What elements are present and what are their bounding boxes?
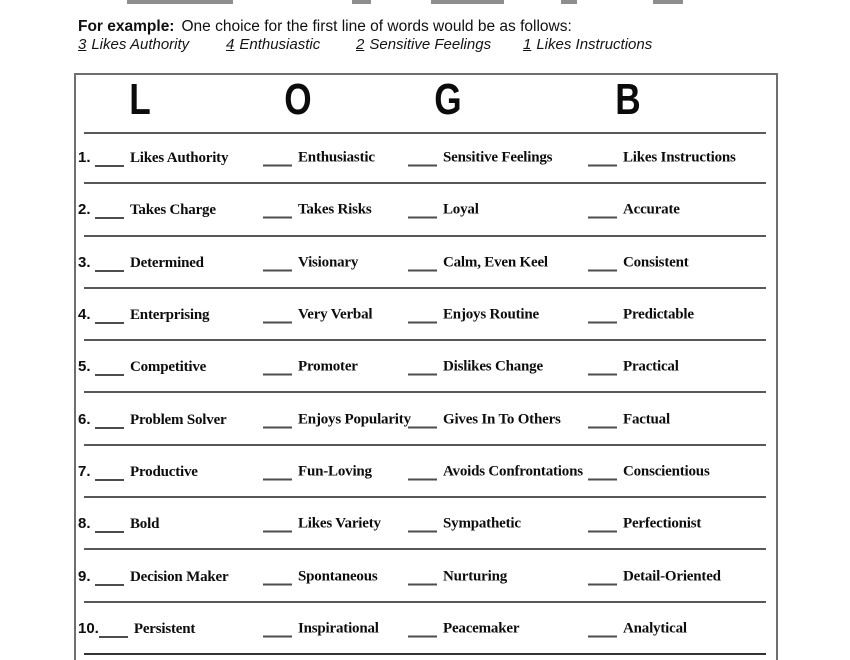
word-label: Sensitive Feelings [443, 149, 553, 166]
word-row-2 [76, 184, 776, 236]
example-choice-number: 2 [356, 36, 365, 53]
cutoff-text-artifact [653, 0, 683, 4]
example-choice-4 [523, 36, 652, 53]
answer-blank[interactable] [588, 257, 617, 271]
word-row-4 [76, 289, 776, 341]
row-number: 2. [78, 201, 91, 219]
word-label: Analytical [623, 620, 687, 637]
word-label: Very Verbal [298, 306, 373, 323]
word-label: Bold [130, 516, 160, 533]
row-number: 7. [78, 462, 91, 480]
row-number: 5. [78, 358, 91, 376]
answer-blank[interactable] [588, 310, 617, 324]
word-label: Enthusiastic [298, 149, 375, 166]
answer-blank[interactable] [588, 362, 617, 376]
row-number: 8. [78, 515, 91, 533]
example-choice-3 [356, 36, 491, 53]
word-label: Sympathetic [443, 515, 521, 532]
answer-blank[interactable] [588, 205, 617, 219]
answer-blank[interactable] [95, 153, 124, 167]
example-choice-word: Likes Instructions [536, 36, 653, 53]
word-label: Calm, Even Keel [443, 254, 548, 271]
word-label: Nurturing [443, 568, 508, 585]
grid-header-row [76, 75, 776, 132]
cutoff-text-artifact [352, 0, 371, 4]
answer-blank[interactable] [263, 153, 292, 167]
word-label: Takes Charge [130, 202, 216, 219]
answer-blank[interactable] [408, 153, 437, 167]
word-grid [74, 73, 778, 660]
answer-blank[interactable] [588, 414, 617, 428]
word-label: Likes Instructions [623, 149, 736, 166]
word-label: Determined [130, 254, 204, 271]
word-row-3 [76, 237, 776, 289]
word-label: Dislikes Change [443, 358, 543, 375]
word-label: Promoter [298, 358, 358, 375]
answer-blank[interactable] [263, 310, 292, 324]
word-label: Enterprising [130, 307, 210, 324]
example-choice-1 [78, 36, 189, 53]
answer-blank[interactable] [408, 519, 437, 533]
word-label: Peacemaker [443, 620, 520, 637]
example-label: For example: [78, 18, 175, 35]
example-instruction [78, 18, 572, 36]
column-header-O: O [284, 75, 312, 124]
answer-blank[interactable] [408, 466, 437, 480]
word-label: Predictable [623, 306, 694, 323]
word-label: Competitive [130, 359, 207, 376]
answer-blank[interactable] [408, 571, 437, 585]
answer-blank[interactable] [263, 571, 292, 585]
answer-blank[interactable] [588, 519, 617, 533]
word-label: Loyal [443, 201, 479, 218]
answer-blank[interactable] [95, 310, 124, 324]
example-choice-number: 1 [523, 36, 532, 53]
answer-blank[interactable] [95, 467, 124, 481]
answer-blank[interactable] [99, 624, 128, 638]
answer-blank[interactable] [263, 205, 292, 219]
cutoff-text-artifact [561, 0, 577, 4]
column-header-B: B [615, 75, 641, 124]
row-number: 9. [78, 567, 91, 585]
word-label: Enjoys Routine [443, 306, 539, 323]
word-label: Avoids Confrontations [443, 463, 583, 480]
example-text: One choice for the first line of words would be as follows: [181, 18, 572, 35]
word-label: Perfectionist [623, 515, 702, 532]
example-choice-number: 4 [226, 36, 235, 53]
word-row-7 [76, 446, 776, 498]
row-number: 4. [78, 306, 91, 324]
word-label: Likes Variety [298, 515, 381, 532]
word-label: Visionary [298, 254, 359, 271]
answer-blank[interactable] [408, 362, 437, 376]
word-row-9 [76, 550, 776, 602]
answer-blank[interactable] [588, 153, 617, 167]
row-number: 6. [78, 410, 91, 428]
word-label: Gives In To Others [443, 411, 561, 428]
word-row-5 [76, 341, 776, 393]
word-rows [76, 132, 776, 655]
answer-blank[interactable] [95, 415, 124, 429]
example-choice-2 [226, 36, 320, 53]
answer-blank[interactable] [408, 623, 437, 637]
word-label: Decision Maker [130, 568, 229, 585]
answer-blank[interactable] [408, 414, 437, 428]
word-label: Productive [130, 463, 198, 480]
example-choice-word: Enthusiastic [239, 36, 321, 53]
word-row-1 [76, 132, 776, 184]
answer-blank[interactable] [588, 571, 617, 585]
example-choice-word: Sensitive Feelings [369, 36, 492, 53]
cutoff-text-artifact [431, 0, 504, 4]
answer-blank[interactable] [263, 519, 292, 533]
word-row-8 [76, 498, 776, 550]
word-row-10 [76, 603, 776, 655]
answer-blank[interactable] [95, 258, 124, 272]
word-label: Problem Solver [130, 411, 227, 428]
column-header-G: G [434, 75, 462, 124]
row-number: 3. [78, 253, 91, 271]
answer-blank[interactable] [95, 519, 124, 533]
example-choice-number: 3 [78, 36, 87, 53]
answer-blank[interactable] [588, 466, 617, 480]
row-number: 10. [78, 619, 99, 637]
answer-blank[interactable] [588, 623, 617, 637]
word-label: Practical [623, 358, 679, 375]
column-header-L: L [129, 75, 151, 124]
word-label: Accurate [623, 201, 680, 218]
cutoff-text-artifact [127, 0, 233, 4]
word-label: Persistent [133, 620, 196, 637]
answer-blank[interactable] [263, 414, 292, 428]
word-label: Spontaneous [298, 568, 378, 585]
row-number: 1. [78, 149, 91, 167]
word-label: Inspirational [298, 620, 379, 637]
answer-blank[interactable] [263, 257, 292, 271]
answer-blank[interactable] [408, 257, 437, 271]
word-label: Likes Authority [130, 150, 229, 167]
answer-blank[interactable] [263, 623, 292, 637]
example-choice-word: Likes Authority [91, 36, 190, 53]
word-label: Fun-Loving [298, 463, 372, 480]
answer-blank[interactable] [408, 205, 437, 219]
word-label: Consistent [623, 254, 689, 271]
word-label: Takes Risks [298, 201, 372, 218]
answer-blank[interactable] [408, 310, 437, 324]
word-label: Detail-Oriented [623, 568, 721, 585]
row-divider [84, 653, 766, 655]
word-label: Enjoys Popularity [298, 411, 411, 428]
answer-blank[interactable] [95, 205, 124, 219]
answer-blank[interactable] [95, 362, 124, 376]
answer-blank[interactable] [95, 572, 124, 586]
word-row-6 [76, 393, 776, 445]
word-label: Conscientious [623, 463, 710, 480]
word-label: Factual [623, 411, 670, 428]
answer-blank[interactable] [263, 466, 292, 480]
answer-blank[interactable] [263, 362, 292, 376]
